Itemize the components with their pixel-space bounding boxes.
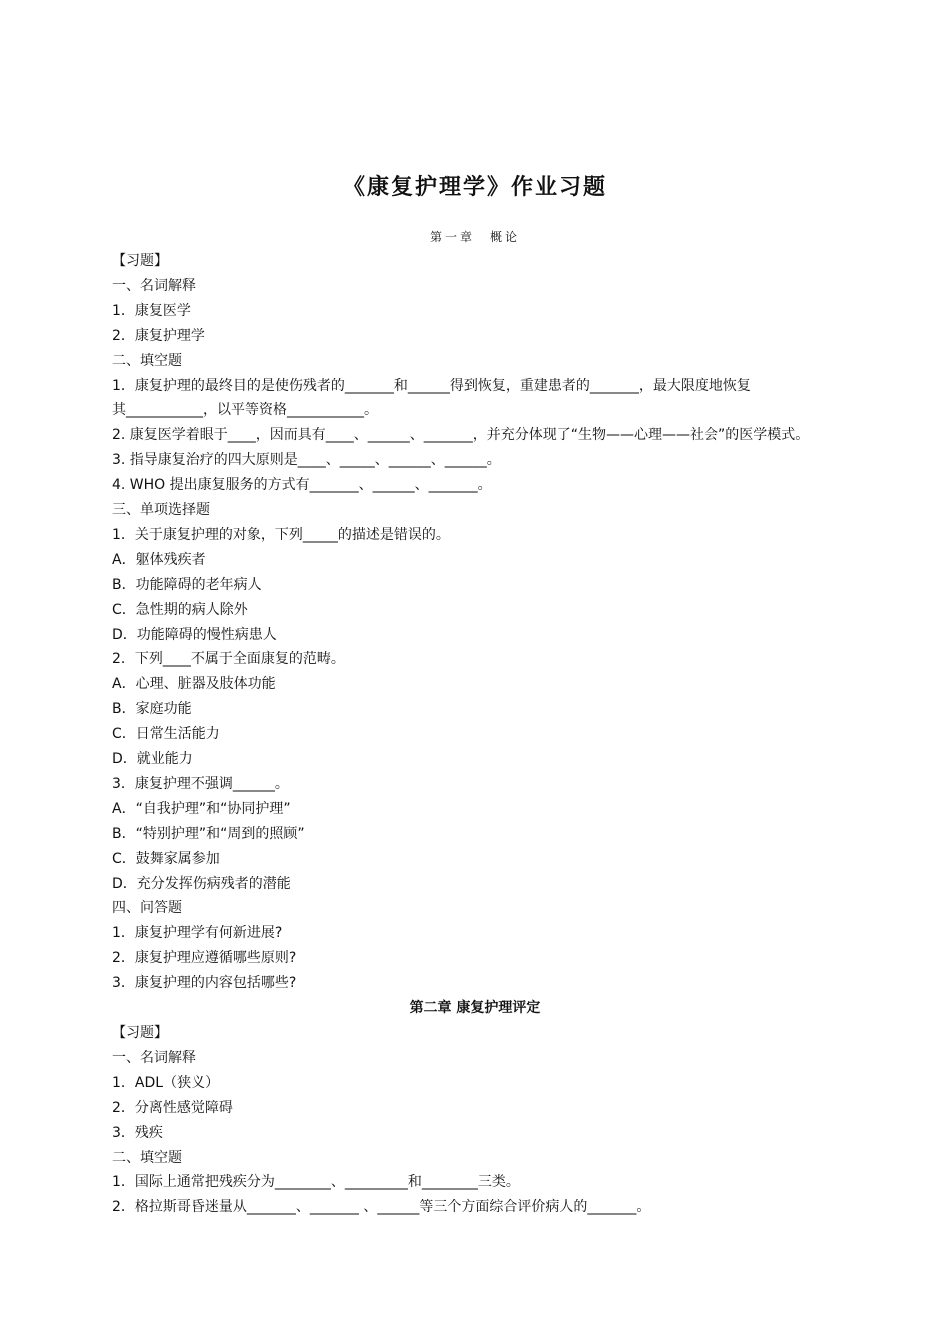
text-line: 1．国际上通常把残疾分为________、_________和________三类。 xyxy=(112,1174,520,1191)
text-line: 1．康复医学 xyxy=(112,302,191,319)
text-line: 3. 指导康复治疗的四大原则是____、_____、______、______。 xyxy=(112,452,501,469)
text-line: 3．残疾 xyxy=(112,1124,163,1141)
text-line: 2．分离性感觉障碍 xyxy=(112,1099,233,1116)
chapter-2-heading: 第二章 康复护理评定 xyxy=(409,1000,541,1016)
text-line: D．充分发挥伤病残者的潜能 xyxy=(112,875,291,892)
text-line: 3．康复护理不强调______。 xyxy=(112,775,289,792)
text-line: 2．康复护理学 xyxy=(112,327,205,344)
chapter-1-heading: 第一章 概论 xyxy=(429,230,520,244)
text-line: B．功能障碍的老年病人 xyxy=(112,576,262,593)
text-line: 2．格拉斯哥昏迷量从_______、_______ 、______等三个方面综合评价病人的_______。 xyxy=(112,1199,651,1216)
text-line: 一、名词解释 xyxy=(112,277,196,294)
text-line: A．“自我护理”和“协同护理” xyxy=(112,800,291,817)
text-line: A．躯体残疾者 xyxy=(112,551,206,568)
text-line: 一、名词解释 xyxy=(112,1049,196,1066)
text-line: C．日常生活能力 xyxy=(112,726,220,743)
text-line: D．功能障碍的慢性病患人 xyxy=(112,626,277,643)
text-line: D．就业能力 xyxy=(112,751,193,767)
text-line: 2．康复护理应遵循哪些原则? xyxy=(112,950,297,967)
text-line: 1．康复护理的最终目的是使伤残者的_______和______得到恢复，重建患者的_______，最大限度地恢复 xyxy=(112,377,751,394)
text-line: 1．关于康复护理的对象，下列_____的描述是错误的。 xyxy=(112,526,450,543)
text-line: C．急性期的病人除外 xyxy=(112,601,248,618)
text-line: A．心理、脏器及肢体功能 xyxy=(112,676,276,693)
text-line: B．“特别护理”和“周到的照顾” xyxy=(112,825,305,842)
text-line: C．鼓舞家属参加 xyxy=(112,850,220,867)
text-line: 2. 康复医学着眼于____，因而具有____、______、_______，并充分体现了“生物——心理——社会”的医学模式。 xyxy=(112,427,810,444)
text-line: 1．ADL（狭义） xyxy=(112,1074,220,1091)
text-line: 二、填空题 xyxy=(112,1149,182,1166)
text-line: 2．下列____不属于全面康复的范畴。 xyxy=(112,651,345,668)
text-line: B．家庭功能 xyxy=(112,701,192,718)
text-line: 四、问答题 xyxy=(112,900,182,917)
text-line: 4. WHO 提出康复服务的方式有_______、______、_______。 xyxy=(112,477,492,494)
document-title: 《康复护理学》作业习题 xyxy=(342,174,607,200)
text-line: 3．康复护理的内容包括哪些? xyxy=(112,975,297,992)
text-line: 其___________，以平等资格___________。 xyxy=(112,402,378,419)
text-line: 【习题】 xyxy=(112,1025,168,1041)
text-line: 二、填空题 xyxy=(112,352,182,369)
text-line: 【习题】 xyxy=(112,253,168,269)
text-line: 三、单项选择题 xyxy=(112,502,210,518)
text-line: 1．康复护理学有何新进展? xyxy=(112,925,283,942)
